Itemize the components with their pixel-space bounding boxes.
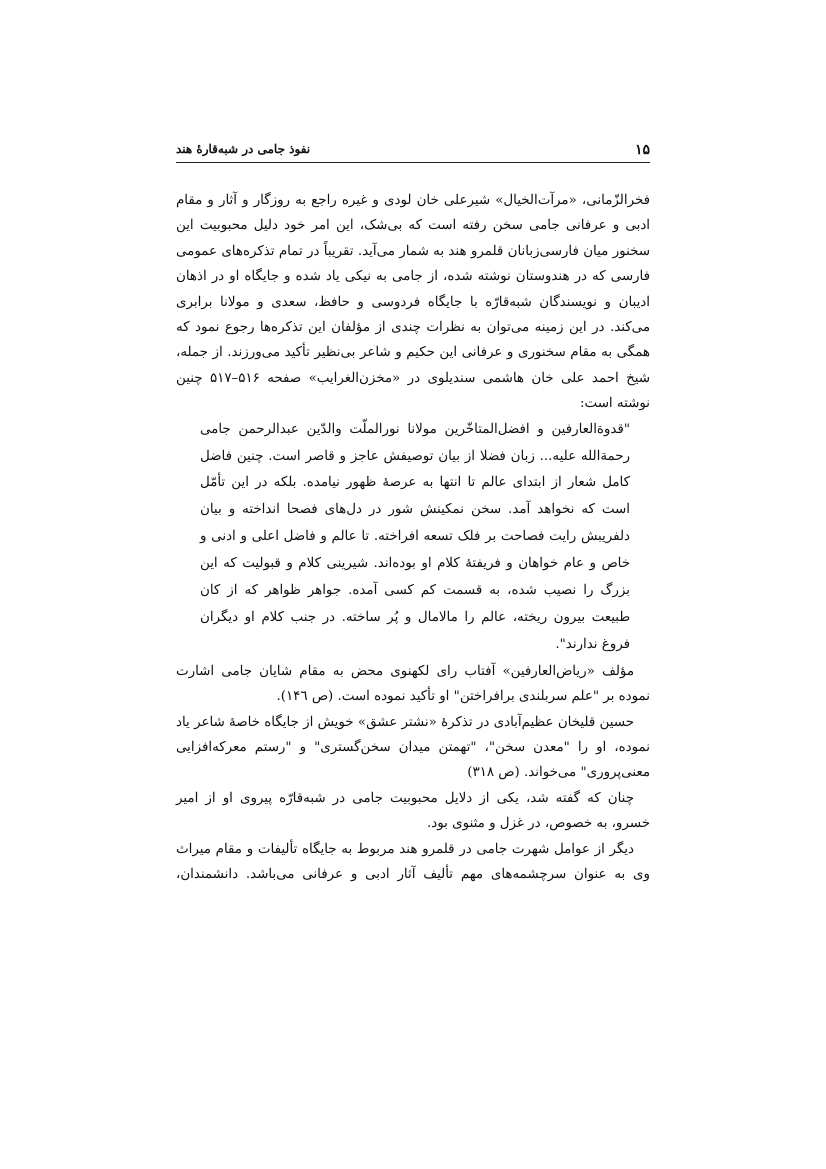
running-title: نفوذ جامی در شبه‌قارهٔ هند [176, 142, 311, 156]
paragraph-riyaz: مؤلف «ریاض‌العارفین» آفتاب رای لکهنوی محض به مقام شایان جامی اشارت نموده بر "علم سربلندی برافراختن" او تأکید نموده است. (ص ۱۴٦). [176, 663, 650, 705]
body-text [176, 188, 650, 887]
paragraph-fame: دیگر از عوامل شهرت جامی در قلمرو هند مربوط به جایگاه تألیفات و مقام میراث وی به عنوان سرچشمه‌های مهم تألیف آثار ادبی و عرفانی می‌باشد. دانشمندان، [176, 841, 650, 883]
page-header [176, 140, 650, 163]
page-number: ۱۵ [634, 142, 650, 158]
paragraph-intro: فخرالزّمانی، «مرآت‌الخیال» شیرعلی خان لودی و غیره راجع به روزگار و آثار و مقام ادبی و عرفانی جامی سخن رفته است که بی‌شک، این امر خود دلیل محبوبیت این سخنور میان فارسی‌زبانان قلمرو هند به شمار می‌آید. تقریباً در تمام تذکره‌های عمومی فارسی که در هندوستان نوشته شده، از جامی به نیکی یاد شده و جایگاه او در اذهان ادیبان و نویسندگان شبه‌قارّه با جایگاه فردوسی و حافظ، سعدی و مولانا برابری می‌کند. در این زمینه می‌توان به نظرات چندی از مؤلفان این تذکره‌ها رجوع نمود که همگی به مقام سخنوری و عرفانی این حکیم و شاعر بی‌نظیر تأکید می‌ورزند. از جمله، شیخ احمد علی خان هاشمی سندیلوی در «مخزن‌الغرایب» صفحه ۵۱۶–۵۱۷ چنین نوشته است: [176, 193, 650, 412]
paragraph-amir-khosrow: چنان که گفته شد، یکی از دلایل محبوبیت جامی در شبه‌قارّه پیروی او از امیر خسرو، به خصوص، در غزل و مثنوی بود. [176, 790, 650, 832]
paragraph-nashtar: حسین قلیخان عظیم‌آبادی در تذکرهٔ «نشتر عشق» خویش از جایگاه خاصهٔ شاعر یاد نموده، او را "معدن سخن"، "تهمتن میدان سخن‌گستری" و "رستم معرکه‌افزایی معنی‌پروری" می‌خواند. (ص ۳۱۸) [176, 714, 650, 781]
block-quote: "قدوةالعارفین و افضل‌المتاخّرین مولانا نورالملّت والدّین عبدالرحمن جامی رحمةالله علیه... زبان فضلا از بیان توصیفش عاجز و قاصر است. چنین فاضل کامل شعار از ابتدای عالم تا انتها به عرصهٔ ظهور نیامده. بلکه در این تأمّل است که نخواهد آمد. سخن نمکینش شور در دل‌های فصحا انداخته و بیان دلفریبش رایت فصاحت بر فلک تسعه افراخته. تا عالم و فاضل اعلی و ادنی و خاص و عام خواهان و فریفتهٔ کلام او بوده‌اند. شیرینی کلام و قبولیت که این بزرگ را نصیب شده، به قسمت کم کسی آمده. جواهر ظواهر که از کان طبیعت بیرون ریخته، عالم را مالامال و پُر ساخته. در جنب کلام او دیگران فروغ ندارند". [200, 421, 630, 652]
